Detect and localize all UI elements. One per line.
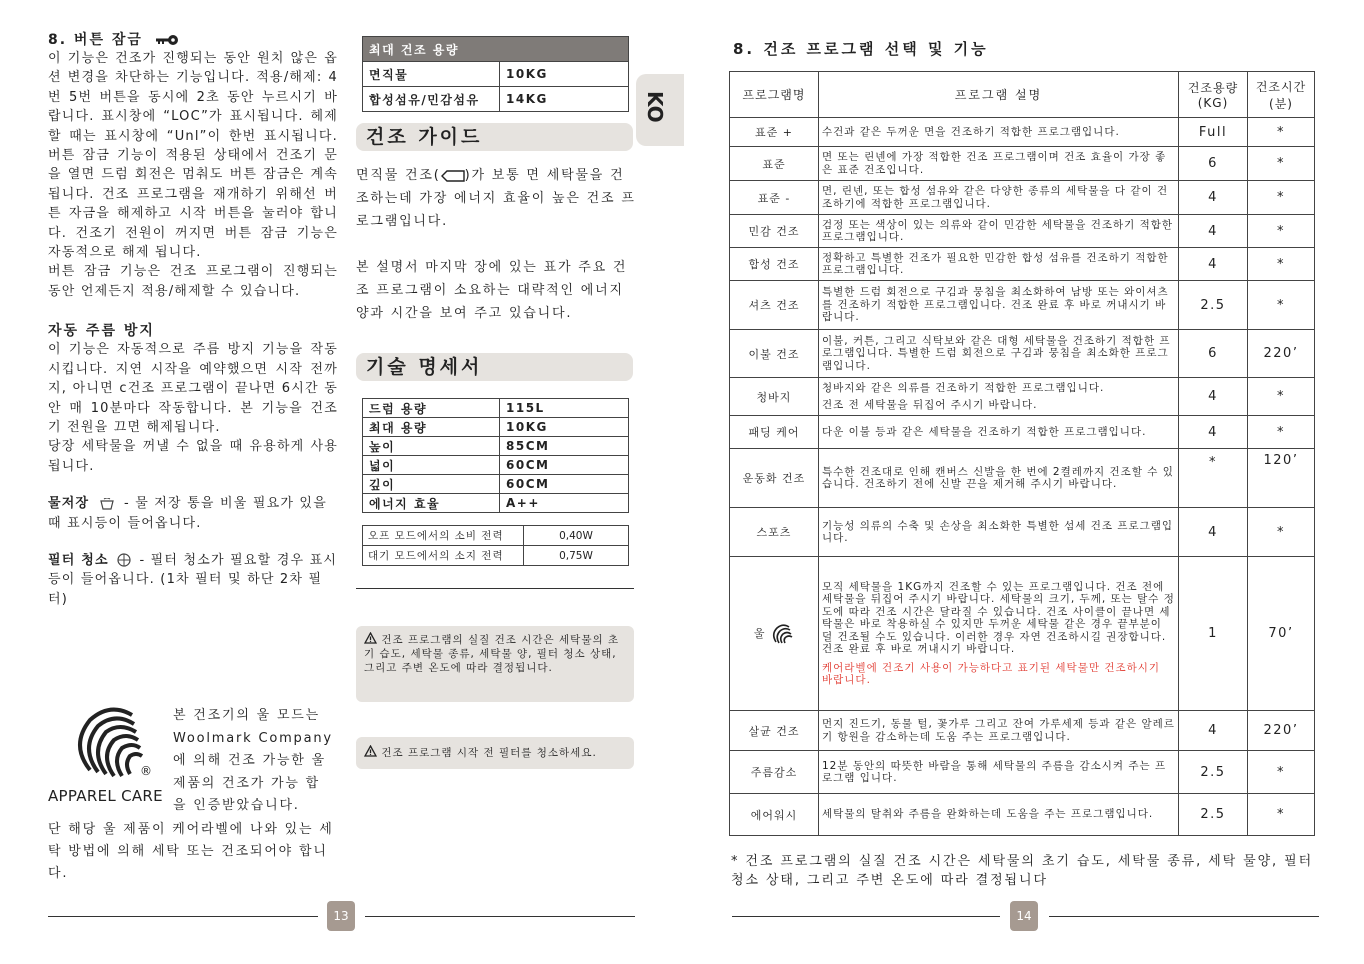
program-time: *	[1248, 118, 1315, 147]
program-section-title: 8. 건조 프로그램 선택 및 기능	[733, 40, 989, 58]
program-kg: 4	[1179, 416, 1248, 449]
drying-guide-paragraph-2: 본 설명서 마지막 장에 있는 표가 주요 건조 프로그램이 소요하는 대략적인 에너지양과 시간을 보여 주고 있습니다.	[356, 260, 628, 321]
language-tab	[636, 74, 684, 146]
guide-text-b: )가 보통 면 세탁물을 건조하는데 가장 에너지 효율이 높은 건조 프로그램입니다.	[356, 168, 636, 229]
program-kg: 4	[1179, 378, 1248, 416]
button-lock-body-2: 버튼 잠금 기능은 건조 프로그램이 진행되는 동안 언제든지 적용/해제할 수 있습니다.	[48, 264, 338, 299]
filter-icon	[117, 553, 131, 567]
program-desc: 수건과 같은 두꺼운 면을 건조하기 적합한 프로그램입니다.	[819, 118, 1179, 147]
program-desc: 세탁물의 탈취와 주름을 완화하는데 도움을 주는 프로그램입니다.	[819, 794, 1179, 836]
program-time: 220’	[1248, 330, 1315, 378]
program-name: 합성 건조	[730, 248, 819, 281]
middle-divider	[356, 588, 634, 589]
water-tank-label: 물저장	[48, 496, 90, 512]
program-kg: 6	[1179, 147, 1248, 181]
program-desc: 특수한 건조대로 인해 캔버스 신발을 한 번에 2켤레까지 건조할 수 있습니다. 건조하기 전에 신발 끈을 제거해 주시기 바랍니다.	[819, 449, 1179, 508]
wool-program-icon	[770, 623, 794, 645]
apparel-care-label: APPAREL CARE	[48, 787, 163, 805]
page-number-14: 14	[1010, 901, 1038, 931]
program-name: 살균 건조	[730, 711, 819, 751]
water-tank-icon	[99, 498, 115, 510]
capacity-label: 면직물	[363, 62, 500, 87]
page-number-13: 13	[327, 901, 355, 931]
program-name: 셔츠 건조	[730, 281, 819, 330]
anti-wrinkle-body-2: 당장 세탁물을 꺼낼 수 없을 때 유용하게 사용됩니다.	[48, 439, 338, 474]
program-time: *	[1248, 416, 1315, 449]
spec-title: 기술 명세서	[356, 353, 633, 381]
program-desc: 검정 또는 색상이 있는 의류와 같이 민감한 세탁물을 건조하기 적합한 프로그램입니다.	[819, 215, 1179, 248]
program-kg: 4	[1179, 508, 1248, 557]
program-kg: 1	[1179, 557, 1248, 711]
button-lock-title: 8. 버튼 잠금	[48, 32, 143, 48]
registered-mark: ®	[140, 764, 152, 778]
program-name: 민감 건조	[730, 215, 819, 248]
power-value: 0,40W	[524, 526, 629, 546]
spec-value: 60CM	[500, 475, 629, 494]
spec-value: 10KG	[500, 418, 629, 437]
program-time: *	[1248, 147, 1315, 181]
power-label: 대기 모드에서의 소지 전력	[363, 546, 524, 566]
filter-label: 필터 청소	[48, 552, 109, 568]
program-desc: 면, 린넨, 또는 합성 섬유와 같은 다양한 종류의 세탁물을 다 같이 건조하기에 적합한 프로그램입니다.	[819, 181, 1179, 215]
program-name: 표준 -	[730, 181, 819, 215]
footer-rule-left-a	[48, 916, 318, 917]
key-icon	[154, 34, 180, 46]
program-header-kg: 건조용량 (KG)	[1179, 72, 1248, 118]
program-header-time: 건조시간 (분)	[1248, 72, 1315, 118]
program-kg: Full	[1179, 118, 1248, 147]
drying-guide-paragraph-1	[356, 164, 638, 233]
program-kg: 4	[1179, 215, 1248, 248]
program-name-wool	[730, 557, 819, 711]
program-name: 이불 건조	[730, 330, 819, 378]
guide-text-a: 면직물 건조(	[356, 168, 441, 183]
filter-note	[356, 737, 634, 769]
drying-guide-title: 건조 가이드	[356, 123, 633, 151]
spec-value: 115L	[500, 399, 629, 418]
program-time: *	[1248, 248, 1315, 281]
power-table	[362, 525, 629, 566]
program-name: 패딩 케어	[730, 416, 819, 449]
button-lock-body: 이 기능은 건조가 진행되는 동안 원치 않은 옵션 변경을 차단하는 기능입니다. 적용/해제: 4번 5번 버튼을 동시에 2초 동안 누르시기 바랍니다. 표시창에 “LOC”가 표시됩니다. 헤제 할 때는 표시창에 “Unl”이 한번 표시됩니다. 버튼 잠금 기능이 적용된 상태에서 건조기 문을 열면 드럼 회전은 멈춰도 버튼 잠금은 계속됩니다. 건조 프로그램을 재개하기 위해선 버튼 자금을 해제하고 시작 버튼을 눌러야 합니다. 건조기 전원이 꺼지면 버튼 잠금 기능은 자동적으로 해제 됩니다.	[48, 51, 338, 261]
woolmark-logo	[48, 700, 168, 810]
program-desc: 청바지와 같은 의류를 건조하기 적합한 프로그램입니다.	[822, 382, 1105, 394]
water-tank-text: - 물 저장 통을 비울 필요가 있을 때 표시등이 들어옵니다.	[48, 496, 327, 531]
program-desc-cell	[819, 557, 1179, 711]
program-time: 120’	[1248, 449, 1315, 508]
spec-label: 높이	[363, 437, 500, 456]
program-name: 표준 +	[730, 118, 819, 147]
program-kg: *	[1179, 449, 1248, 508]
program-name: 청바지	[730, 378, 819, 416]
warning-icon	[364, 632, 377, 644]
spec-value: 85CM	[500, 437, 629, 456]
program-time: *	[1248, 508, 1315, 557]
capacity-table	[362, 36, 629, 112]
program-time: 220’	[1248, 711, 1315, 751]
program-desc: 이불, 커튼, 그리고 식탁보와 같은 대형 세탁물을 건조하기 적합한 프로그램입니다. 특별한 드럼 회전으로 구김과 뭉침을 최소화한 프로그램입니다.	[819, 330, 1179, 378]
program-kg: 4	[1179, 711, 1248, 751]
footer-rule-right-a	[732, 916, 1000, 917]
spec-label: 깊이	[363, 475, 500, 494]
program-time: *	[1248, 794, 1315, 836]
power-label: 오프 모드에서의 소비 전력	[363, 526, 524, 546]
program-kg: 4	[1179, 181, 1248, 215]
program-kg: 4	[1179, 248, 1248, 281]
spec-label: 최대 용량	[363, 418, 500, 437]
warning-icon	[364, 745, 377, 757]
spec-label: 드럼 용량	[363, 399, 500, 418]
spec-table	[362, 398, 629, 513]
program-desc-cell	[819, 378, 1179, 416]
drying-time-note	[356, 626, 634, 702]
program-desc: 다운 이불 등과 같은 세탁물을 건조하기 적합한 프로그램입니다.	[819, 416, 1179, 449]
filter-note-text: 건조 프로그램 시작 전 필터를 청소하세요.	[381, 747, 597, 759]
program-desc: 기능성 의류의 수축 및 손상을 최소화한 특별한 섬세 건조 프로그램입니다.	[819, 508, 1179, 557]
filter-paragraph	[48, 551, 338, 609]
program-footnote: * 건조 프로그램의 실질 건조 시간은 세탁물의 초기 습도, 세탁물 종류, 세탁 물양, 필터 청소 상태, 그리고 주변 온도에 따라 결정됩니다	[731, 854, 1314, 888]
program-name: 스포츠	[730, 508, 819, 557]
power-value: 0,75W	[524, 546, 629, 566]
footer-rule-left-b	[365, 916, 635, 917]
capacity-header: 최대 건조 용량	[363, 37, 629, 62]
drying-time-note-text: 건조 프로그램의 실질 건조 시간은 세탁물의 초기 습도, 세탁물 종류, 세탁물 양, 필터 청소 상태, 그리고 주변 온도에 따라 결정됩니다.	[364, 634, 620, 674]
program-time: *	[1248, 281, 1315, 330]
program-kg: 2.5	[1179, 751, 1248, 794]
spec-value: A++	[500, 494, 629, 513]
language-tab-label: KO	[643, 91, 667, 123]
spec-label: 넓이	[363, 456, 500, 475]
program-kg: 2.5	[1179, 794, 1248, 836]
program-desc: 먼지 진드기, 동물 털, 꽃가루 그리고 잔여 가루세제 등과 같은 알레르기 항원을 감소하는데 도움 주는 프로그램입니다.	[819, 711, 1179, 751]
program-name: 운동화 건조	[730, 449, 819, 508]
program-header-desc: 프로그램 설명	[819, 72, 1179, 118]
program-table	[729, 71, 1315, 836]
footer-rule-right-b	[1049, 916, 1319, 917]
program-desc: 12분 동안의 따뜻한 바람을 통해 세탁물의 주름을 감소시켜 주는 프로그램 입니다.	[819, 751, 1179, 794]
program-desc-2: 건조 전 세탁물을 뒤집어 주시기 바랍니다.	[822, 398, 1038, 411]
program-name: 주름감소	[730, 751, 819, 794]
program-desc: 모직 세탁물을 1KG까지 건조할 수 있는 프로그램입니다. 건조 전에 세탁물을 뒤집어 주시기 바랍니다. 세탁물의 크기, 두께, 또는 탈수 정도에 따라 건조 시간은 달라질 수 있습니다. 건조 사이클이 끝나면 세탁물은 바로 착용하실 수 있지만 두꺼운 세탁물 같은 경우 끝부분이 덜 건조될 수도 있습니다. 이러한 경우 자연 건조하시길 권장합니다. 건조 완료 후 바로 꺼내시기 바랍니다.	[822, 580, 1175, 655]
program-desc: 특별한 드럼 회전으로 구김과 뭉침을 최소화하여 남방 또는 와이셔츠를 건조하기 적합한 프로그램입니다. 건조 완료 후 바로 꺼내시기 바랍니다.	[819, 281, 1179, 330]
program-kg: 6	[1179, 330, 1248, 378]
capacity-value: 10KG	[500, 62, 629, 87]
button-lock-heading	[48, 29, 338, 49]
program-time: 70’	[1248, 557, 1315, 711]
wool-certification-text: 본 건조기의 울 모드는 Woolmark Company 에 의해 건조 가능한 울 제품의 건조가 가능 합을 인증받았습니다.	[173, 708, 333, 813]
program-desc: 면 또는 린넨에 가장 적합한 건조 프로그램이며 건조 효율이 가장 좋은 표준 건조입니다.	[819, 147, 1179, 181]
program-time: *	[1248, 181, 1315, 215]
program-header-name: 프로그램명	[730, 72, 819, 118]
cotton-program-icon	[441, 170, 465, 182]
anti-wrinkle-body: 이 기능은 자동적으로 주름 방지 기능을 작동 시킵니다. 지연 시작을 예약했으면 시작 전까지, 아니면 c건조 프로그램이 끝나면 6시간 동안 매 10분마다 작동합니다. 본 기능을 건조기 전원을 끄면 해제됩니다.	[48, 342, 338, 435]
program-time: *	[1248, 215, 1315, 248]
spec-label: 에너지 효율	[363, 494, 500, 513]
program-time: *	[1248, 751, 1315, 794]
capacity-label: 합성섬유/민감섬유	[363, 87, 500, 112]
program-kg: 2.5	[1179, 281, 1248, 330]
program-name: 표준	[730, 147, 819, 181]
program-name: 에어워시	[730, 794, 819, 836]
water-tank-paragraph	[48, 494, 338, 533]
program-name: 울	[753, 626, 766, 640]
filter-text: - 필터 청소가 필요할 경우 표시등이 들어옵니다. (1차 필터 및 하단 2차 필터)	[48, 552, 338, 607]
spec-value: 60CM	[500, 456, 629, 475]
capacity-value: 14KG	[500, 87, 629, 112]
wool-care-text: 단 해당 울 제품이 케어라벨에 나와 있는 세탁 방법에 의해 세탁 또는 건조되어야 합니다.	[48, 822, 334, 881]
program-time: *	[1248, 378, 1315, 416]
left-column	[48, 29, 338, 609]
program-desc: 정확하고 특별한 건조가 필요한 민감한 합성 섬유를 건조하기 적합한 프로그램입니다.	[819, 248, 1179, 281]
program-desc-warning: 케어라벨에 건조기 사용이 가능하다고 표기된 세탁물만 건조하시기 바랍니다.	[822, 661, 1161, 686]
anti-wrinkle-title: 자동 주름 방지	[48, 323, 155, 340]
